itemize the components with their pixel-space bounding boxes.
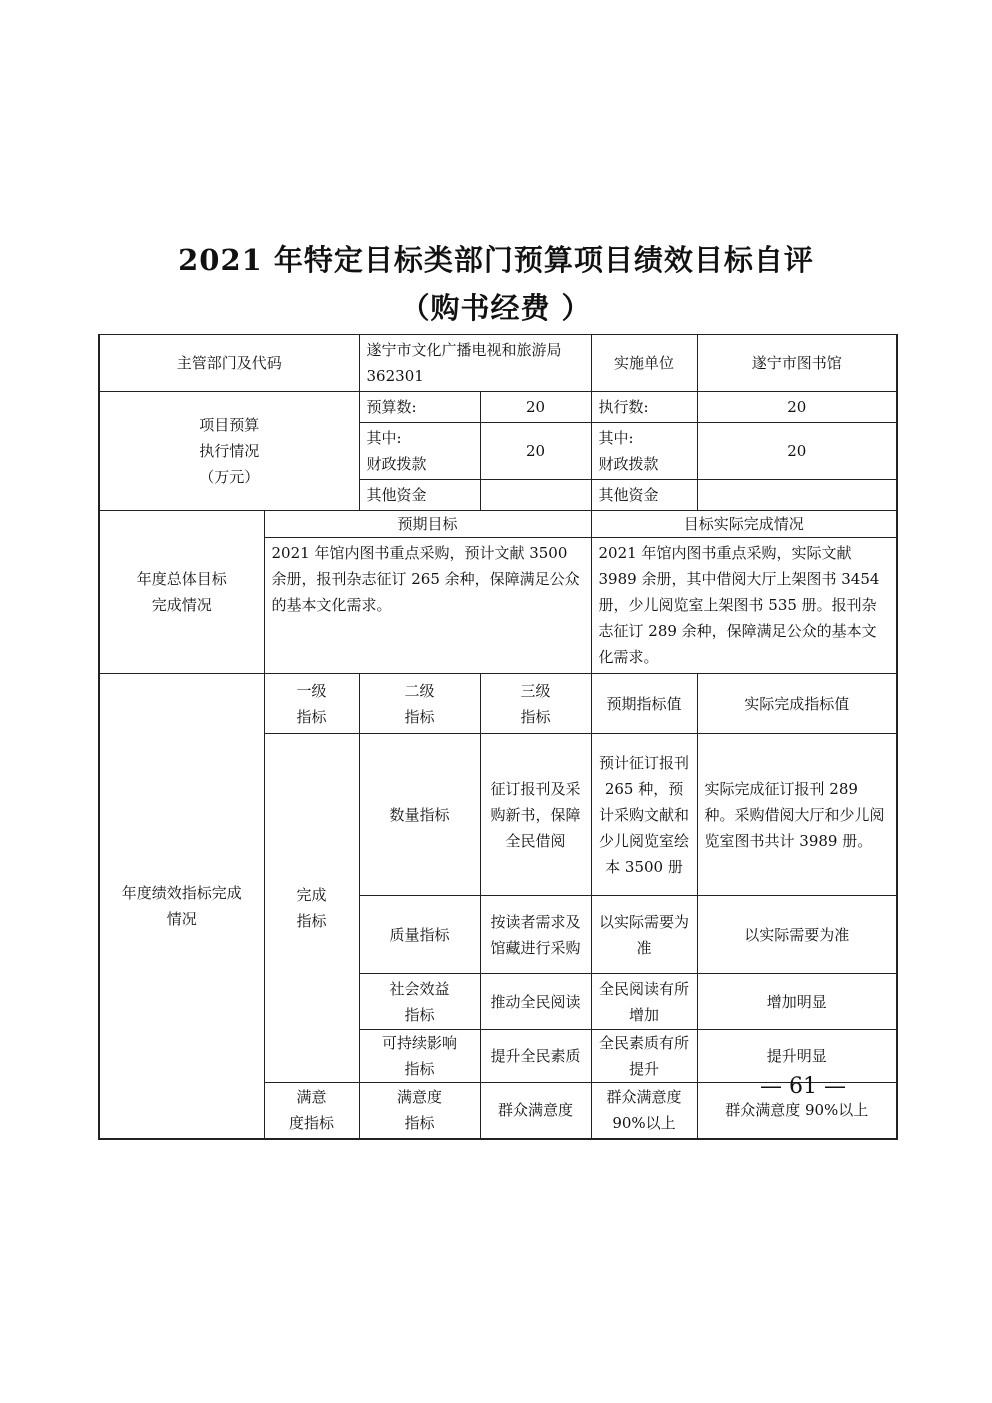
level3-cell: 征订报刊及采购新书，保障全民借阅 [480,734,591,896]
impl-unit-value: 遂宁市图书馆 [697,335,897,392]
actual-goal-header: 目标实际完成情况 [591,511,897,538]
budget-amount: 20 [480,392,591,423]
executed-other [697,480,897,511]
fiscal-label: 其中: 财政拨款 [359,423,480,480]
satisfaction-level2: 满意度 指标 [359,1083,480,1139]
dept-label: 主管部门及代码 [99,335,359,392]
executed-amount: 20 [697,392,897,423]
expected-goal-header: 预期目标 [264,511,591,538]
budget-row [99,392,897,423]
goal-header-row [99,511,897,538]
annual-goal-label: 年度总体目标 完成情况 [99,511,264,674]
level1-header: 一级 指标 [264,674,359,734]
level2-cell: 质量指标 [359,896,480,974]
actual-cell: 提升明显 [697,1030,897,1083]
executed-fiscal: 20 [697,423,897,480]
level2-cell: 可持续影响 指标 [359,1030,480,1083]
satisfaction-level3: 群众满意度 [480,1083,591,1139]
level3-cell: 按读者需求及馆藏进行采购 [480,896,591,974]
level3-header: 三级 指标 [480,674,591,734]
expected-value-header: 预期指标值 [591,674,697,734]
expected-cell: 全民阅读有所增加 [591,974,697,1030]
executed-other-label: 其他资金 [591,480,697,511]
actual-cell: 增加明显 [697,974,897,1030]
performance-table [98,334,898,1140]
expected-cell: 以实际需要为准 [591,896,697,974]
budget-label: 项目预算 执行情况 （万元） [99,392,359,511]
expected-cell: 预计征订报刊 265 种，预计采购文献和少儿阅览室绘本 3500 册 [591,734,697,896]
budget-fiscal: 20 [480,423,591,480]
satisfaction-level1: 满意 度指标 [264,1083,359,1139]
document-subtitle: （购书经费 ） [400,291,592,325]
document-title: 2021 年特定目标类部门预算项目绩效目标自评 [178,243,814,277]
budget-other [480,480,591,511]
satisfaction-actual: 群众满意度 90%以上 [697,1083,897,1139]
impl-unit-label: 实施单位 [591,335,697,392]
level2-header: 二级 指标 [359,674,480,734]
indicator-section-label: 年度绩效指标完成 情况 [99,674,264,1139]
level2-cell: 社会效益 指标 [359,974,480,1030]
completion-label: 完成 指标 [264,734,359,1083]
level2-cell: 数量指标 [359,734,480,896]
expected-goal-text: 2021 年馆内图书重点采购，预计文献 3500 余册，报刊杂志征订 265 余种，保障满足公众的基本文化需求。 [264,538,591,674]
dept-value: 遂宁市文化广播电视和旅游局 362301 [359,335,591,392]
actual-value-header: 实际完成指标值 [697,674,897,734]
level3-cell: 提升全民素质 [480,1030,591,1083]
budget-amount-label: 预算数: [359,392,480,423]
level3-cell: 推动全民阅读 [480,974,591,1030]
actual-goal-text: 2021 年馆内图书重点采购，实际文献 3989 余册，其中借阅大厅上架图书 3454 册，少儿阅览室上架图书 535 册。报刊杂志征订 289 余种，保障满足公众的基本文化需求。 [591,538,897,674]
dept-row [99,335,897,392]
actual-cell: 实际完成征订报刊 289 种。采购借阅大厅和少儿阅览室图书共计 3989 册。 [697,734,897,896]
executed-label: 执行数: [591,392,697,423]
indicator-header-row [99,674,897,734]
page-number: — 61 — [760,1074,846,1099]
executed-fiscal-label: 其中: 财政拨款 [591,423,697,480]
satisfaction-expected: 群众满意度 90%以上 [591,1083,697,1139]
expected-cell: 全民素质有所提升 [591,1030,697,1083]
other-funds-label: 其他资金 [359,480,480,511]
actual-cell: 以实际需要为准 [697,896,897,974]
